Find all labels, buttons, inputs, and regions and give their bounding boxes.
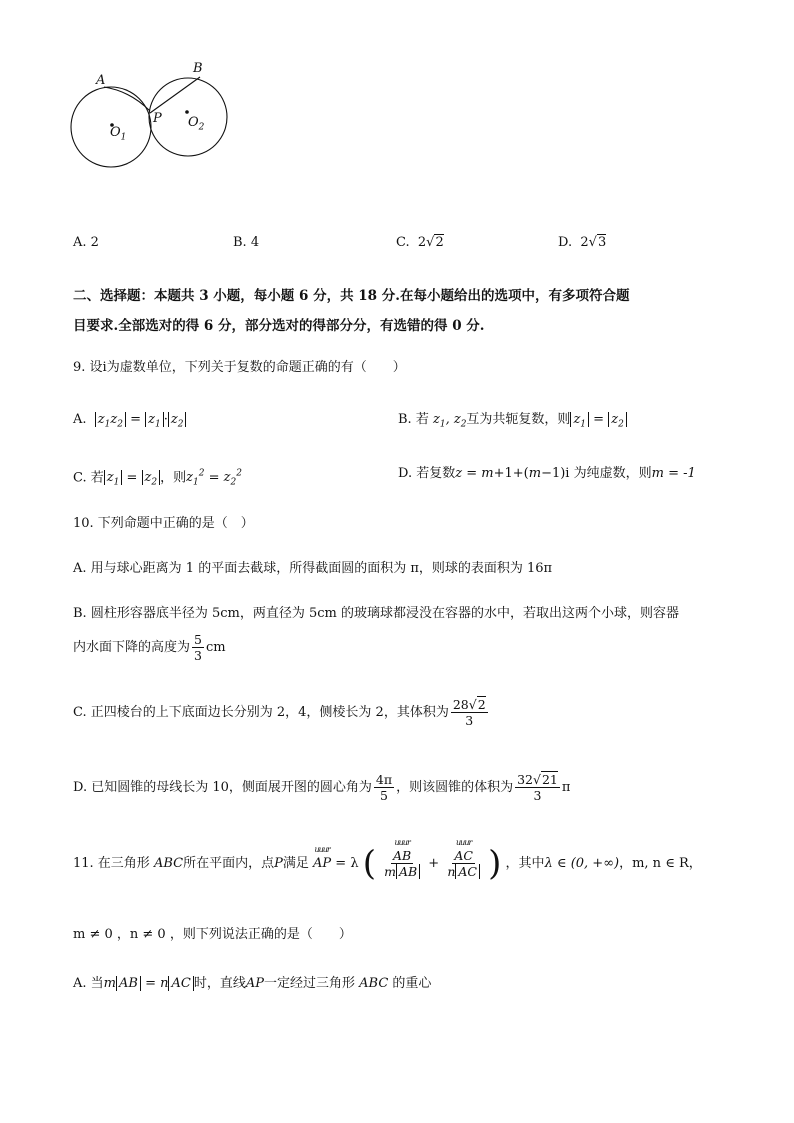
q10-option-b-line1: B. 圆柱形容器底半径为 5cm，两直径为 5cm 的玻璃球都浸没在容器的水中，若取出这两个小球，则容器	[73, 606, 679, 621]
q9-option-a: A. $z_1z_2 = z_1 \cdot z_2$	[73, 411, 186, 434]
q11-stem-line2: m ≠ 0 ，n ≠ 0 ，则下列说法正确的是（ ）	[73, 927, 352, 942]
q9-option-b: B. 若 $z_1$, $z_2$互为共轭复数，则 $z_1 = z_2$	[398, 411, 627, 434]
label-o2: $O_2$	[188, 115, 205, 133]
q8-option-a: A. 2	[73, 235, 99, 250]
two-circles-figure	[60, 55, 240, 175]
q11-option-a: A. 当m AB = n AC 时，直线AP一定经过三角形 ABC 的重心	[73, 976, 432, 991]
q10-option-b-line2: 内水面下降的高度为 $\frac{5}{3}$ cm	[73, 632, 226, 663]
label-p: P	[153, 111, 162, 126]
q8-option-d: D. 2√3	[558, 235, 607, 250]
q9-option-d: D. 若复数z = m+1+(m−1)i 为纯虚数，则m = -1	[398, 466, 696, 481]
q9-option-c: C. 若 $z_1 = z_2$ ，则$z_1^2 = z_2^2$	[73, 469, 242, 488]
line-pb	[150, 77, 200, 113]
q10-option-a: A. 用与球心距离为 1 的平面去截球，所得截面圆的面积为 π，则球的表面积为 16π	[73, 561, 553, 576]
q8-option-b: B. 4	[233, 235, 260, 250]
q10-option-d: D. 已知圆锥的母线长为 10，侧面展开图的圆心角为 $\frac{4\pi}{5}$ ，则该圆锥的体积为 $\frac{32√21}{3}$ π	[73, 772, 571, 803]
section2-line2: 目要求.全部选对的得 6 分，部分选对的得部分分，有选错的得 0 分.	[73, 318, 485, 334]
label-a: A	[96, 73, 106, 88]
q10-option-c: C. 正四棱台的上下底面边长分别为 2，4，侧棱长为 2，其体积为 $\frac{28√2}{3}$	[73, 697, 486, 728]
q10-stem: 10. 下列命题中正确的是（ ）	[73, 516, 254, 531]
label-b: B	[193, 61, 203, 76]
q11-stem: 11. 在三角形 ABC所在平面内，点P满足 uuur AP = λ ( uuur AB m AB + uuur AC n AC ) ，其中λ ∈ (0, +∞)，m, n ∈ R，	[73, 838, 702, 884]
q8-option-c: C. 2√2	[396, 235, 444, 250]
vector-ap: uuur AP	[313, 845, 332, 871]
q9-stem: 9. 设i为虚数单位，下列关于复数的命题正确的有（ ）	[73, 360, 406, 375]
section2-line1: 二、选择题：本题共 3 小题，每小题 6 分，共 18 分.在每小题给出的选项中，有多项符合题	[73, 288, 630, 304]
label-o1: $O_1$	[110, 125, 127, 143]
